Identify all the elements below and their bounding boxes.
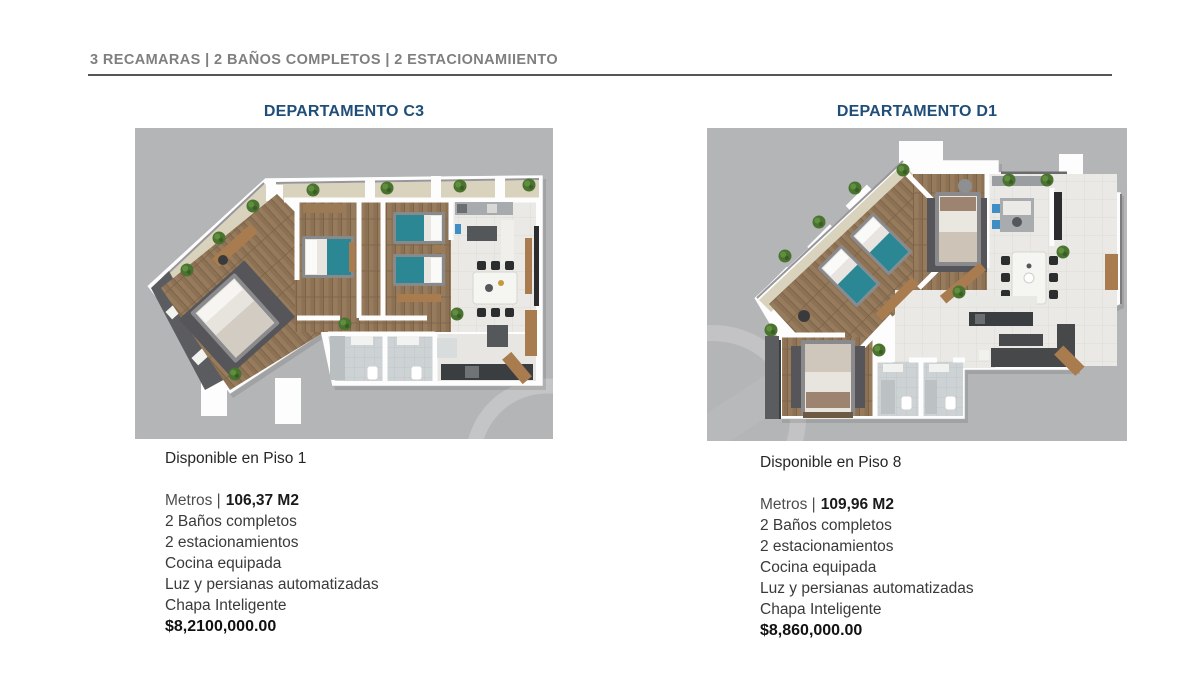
feature-smartlock: Chapa Inteligente (165, 597, 287, 614)
feature-parking: 2 estacionamientos (760, 538, 894, 555)
floor-plan-d1 (707, 128, 1127, 441)
header-divider (88, 74, 1112, 76)
area-label: Metros | (760, 496, 816, 513)
dining-table (473, 261, 517, 317)
area-line (760, 494, 974, 515)
availability-text: Disponible en Piso 1 (165, 450, 307, 467)
feature-automation: Luz y persianas automatizadas (165, 576, 379, 593)
area-value: 106,37 M2 (225, 492, 299, 509)
lower-bedroom (791, 340, 865, 418)
feature-smartlock: Chapa Inteligente (760, 601, 882, 618)
feature-kitchen: Cocina equipada (165, 555, 282, 572)
floor-plan-d1-image (707, 128, 1127, 441)
floor-plan-c3-image (135, 128, 553, 439)
availability-text: Disponible en Piso 8 (760, 454, 902, 471)
header-summary: 3 RECAMARAS | 2 BAÑOS COMPLETOS | 2 ESTACIONAMIIENTO (90, 52, 558, 68)
feature-bathrooms: 2 Baños completos (760, 517, 892, 534)
feature-kitchen: Cocina equipada (760, 559, 877, 576)
floor-plan-c3 (135, 128, 553, 439)
price-text: $8,860,000.00 (760, 622, 863, 639)
feature-automation: Luz y persianas automatizadas (760, 580, 974, 597)
area-value: 109,96 M2 (820, 496, 894, 513)
apartment-c3-title: DEPARTAMENTO C3 (263, 103, 425, 120)
feature-bathrooms: 2 Baños completos (165, 513, 297, 530)
tv-wall (525, 226, 539, 356)
area-line (165, 490, 379, 511)
apartment-d1-title: DEPARTAMENTO D1 (836, 103, 998, 120)
area-label: Metros | (165, 492, 221, 509)
feature-parking: 2 estacionamientos (165, 534, 299, 551)
apartment-c3-details (165, 450, 379, 637)
price-text: $8,2100,000.00 (165, 618, 277, 635)
apartment-d1-details (760, 454, 974, 641)
